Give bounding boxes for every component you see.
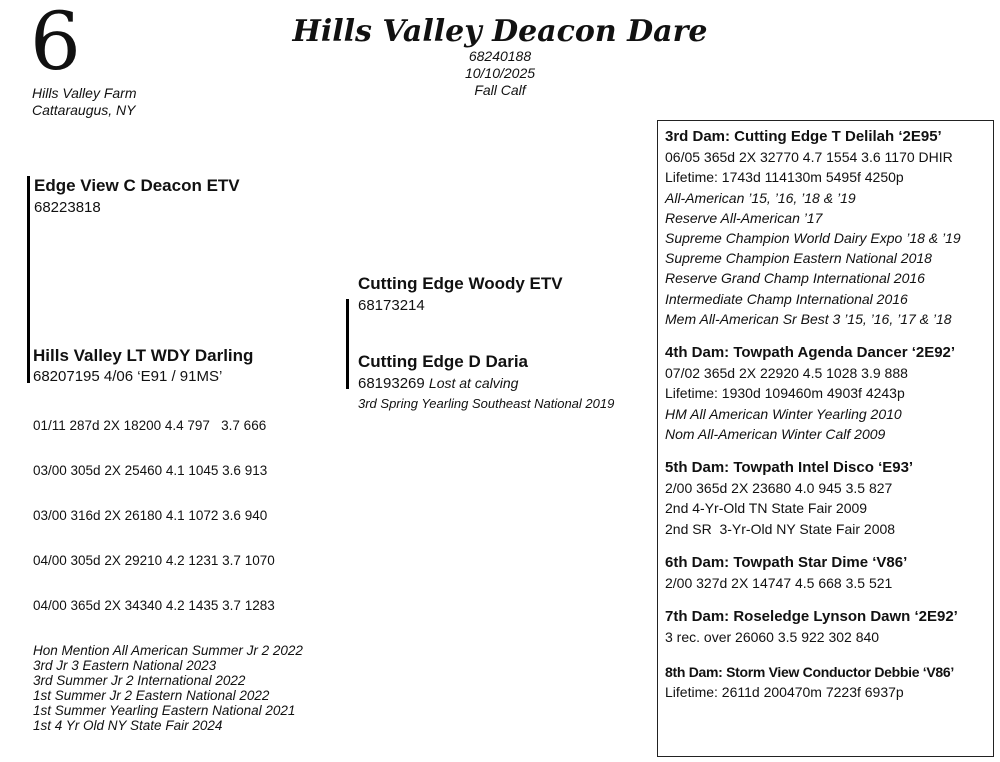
dam-3-section: [665, 127, 986, 329]
dam-3-line: Reserve Grand Champ International 2016: [665, 270, 925, 287]
dam-5-line: 2nd SR 3-Yr-Old NY State Fair 2008: [665, 520, 896, 537]
dam-5-heading: 5th Dam: Towpath Intel Disco ‘E93’: [665, 459, 914, 477]
animal-class: Fall Calf: [474, 82, 526, 98]
award-line: 3rd Jr 3 Eastern National 2023: [33, 658, 217, 673]
dam-3-line: Mem All-American Sr Best 3 ’15, ’16, ’17 & ’18: [665, 310, 952, 327]
dam-8-line: Lifetime: 2611d 200470m 7223f 6937p: [665, 683, 904, 700]
sire-block: [34, 176, 240, 216]
birth-date: 10/10/2025: [464, 65, 536, 81]
sire-name: Edge View C Deacon ETV: [34, 176, 240, 195]
dam-3-line: Reserve All-American ’17: [665, 209, 823, 226]
dam-6-heading: 6th Dam: Towpath Star Dime ‘V86’: [665, 553, 908, 571]
dam-3-heading: 3rd Dam: Cutting Edge T Delilah ‘2E95’: [665, 128, 942, 145]
dam-3-line: 06/05 365d 2X 32770 4.7 1554 3.6 1170 DHIR: [665, 149, 953, 166]
dam-3-line: Supreme Champion World Dairy Expo ’18 & ’19: [665, 230, 961, 247]
dam-sire-name: Cutting Edge Woody ETV: [358, 274, 563, 293]
award-line: 1st Summer Yearling Eastern National 2021: [33, 703, 296, 718]
dam-4-line: HM All American Winter Yearling 2010: [665, 405, 902, 422]
dam-8-section: [665, 662, 986, 702]
dam-4-section: [665, 343, 986, 444]
dam-4-line: 07/02 365d 2X 22920 4.5 1028 3.9 888: [665, 365, 908, 382]
dam-awards: [33, 643, 353, 733]
animal-name: Hills Valley Deacon Dare: [292, 14, 708, 49]
record-line: 03/00 316d 2X 26180 4.1 1072 3.6 940: [33, 508, 268, 523]
dam-4-line: Lifetime: 1930d 109460m 4903f 4243p: [665, 385, 905, 402]
dam-6-section: [665, 553, 986, 593]
dam-7-line: 3 rec. over 26060 3.5 922 302 840: [665, 629, 880, 646]
dam-sire-block: [358, 274, 563, 314]
farm-name: Hills Valley Farm: [32, 85, 137, 101]
record-line: 03/00 305d 2X 25460 4.1 1045 3.6 913: [33, 463, 268, 478]
dam-reg-line: 68207195 4/06 ‘E91 / 91MS’: [33, 368, 223, 385]
award-line: 1st Summer Jr 2 Eastern National 2022: [33, 688, 270, 703]
dam-3-line: Supreme Champion Eastern National 2018: [665, 250, 932, 267]
second-dam-reg: 68193269: [358, 375, 425, 392]
second-dam-note: Lost at calving: [428, 375, 519, 391]
dam-7-heading: 7th Dam: Roseledge Lynson Dawn ‘2E92’: [665, 608, 958, 626]
record-line: 01/11 287d 2X 18200 4.4 797 3.7 666: [33, 418, 267, 433]
lot-number: 6: [30, 0, 81, 88]
dam-records: [33, 388, 353, 643]
second-dam-name: Cutting Edge D Daria: [358, 352, 529, 371]
dam-3-line: Intermediate Champ International 2016: [665, 290, 908, 307]
dam-4-heading: 4th Dam: Towpath Agenda Dancer ‘2E92’: [665, 344, 956, 362]
animal-info: [0, 48, 1000, 99]
second-dam-award: 3rd Spring Yearling Southeast National 2019: [358, 396, 615, 411]
record-line: 04/00 365d 2X 34340 4.2 1435 3.7 1283: [33, 598, 275, 613]
dam-3-line: All-American ’15, ’16, ’18 & ’19: [665, 189, 856, 206]
dam-block: [33, 346, 353, 733]
dam-5-line: 2nd 4-Yr-Old TN State Fair 2009: [665, 500, 868, 517]
dam-5-section: [665, 458, 986, 539]
award-line: 1st 4 Yr Old NY State Fair 2024: [33, 718, 223, 733]
sire-reg: 68223818: [34, 199, 101, 216]
dam-8-heading: 8th Dam: Storm View Conductor Debbie ‘V86’: [665, 663, 954, 680]
registration-number: 68240188: [468, 48, 532, 64]
dam-5-line: 2/00 365d 2X 23680 4.0 945 3.5 827: [665, 480, 893, 497]
second-dam-block: [358, 352, 656, 411]
dam-7-section: [665, 607, 986, 647]
award-line: 3rd Summer Jr 2 International 2022: [33, 673, 246, 688]
dam-4-line: Nom All-American Winter Calf 2009: [665, 425, 886, 442]
second-dam-reg-line: [358, 375, 656, 392]
dam-6-line: 2/00 327d 2X 14747 4.5 668 3.5 521: [665, 575, 893, 592]
dam-sire-reg: 68173214: [358, 297, 425, 314]
maternal-line-box: [657, 120, 994, 757]
farm-location: Cattaraugus, NY: [32, 102, 136, 118]
record-line: 04/00 305d 2X 29210 4.2 1231 3.7 1070: [33, 553, 275, 568]
dam-name: Hills Valley LT WDY Darling: [33, 346, 254, 365]
award-line: Hon Mention All American Summer Jr 2 2022: [33, 643, 303, 658]
sire-dam-bracket: [27, 176, 30, 383]
dam-3-line: Lifetime: 1743d 114130m 5495f 4250p: [665, 169, 904, 186]
